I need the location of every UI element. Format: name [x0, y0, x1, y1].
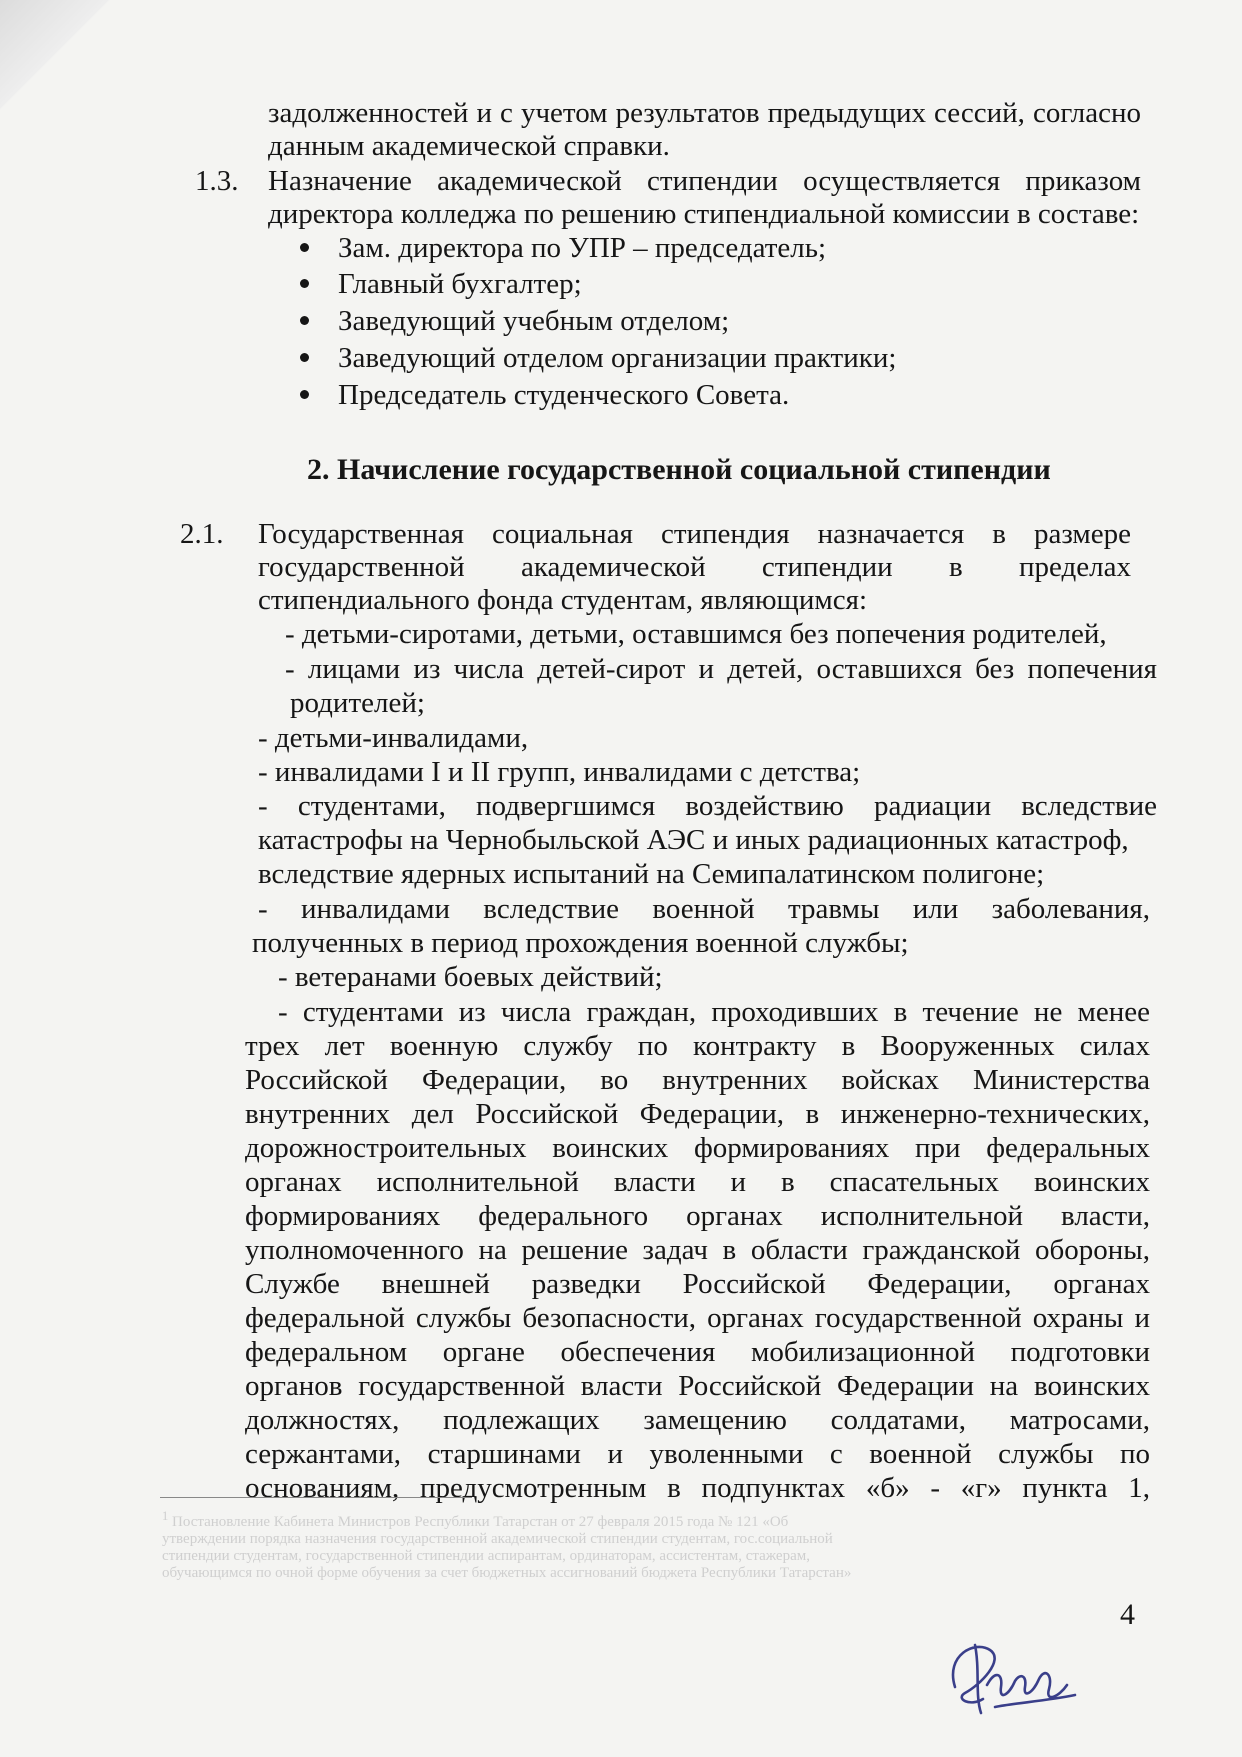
item-2-1-line-1: Государственная социальная стипендия назначается в размере	[258, 518, 1131, 550]
contract-line: формированиях федерального органах исполнительной власти,	[245, 1200, 1150, 1232]
category-line: - детьми-инвалидами,	[258, 722, 529, 754]
category-line: - ветеранами боевых действий;	[278, 961, 663, 993]
page-number: 4	[1120, 1598, 1135, 1631]
bullet-icon	[300, 279, 309, 288]
footnote-separator	[160, 1497, 472, 1498]
item-number-1-3: 1.3.	[195, 165, 239, 197]
commission-member-text: Заведующий отделом организации практики;	[338, 342, 897, 374]
category-line: - студентами, подвергшимся воздействию радиации вследствие	[258, 790, 1157, 822]
commission-member-text: Зам. директора по УПР – председатель;	[338, 232, 827, 264]
item-1-3-line-2: директора колледжа по решению стипендиальной комиссии в составе:	[268, 198, 1140, 230]
category-line: полученных в период прохождения военной службы;	[252, 927, 909, 959]
contract-line: федеральном органе обеспечения мобилизационной подготовки	[245, 1336, 1150, 1368]
item-1-3-line-1: Назначение академической стипендии осуществляется приказом	[268, 165, 1141, 197]
contract-line: дорожностроительных воинских формированиях при федеральных	[245, 1132, 1150, 1164]
item-2-1-line-2: государственной академической стипендии в пределах	[258, 551, 1131, 583]
contract-line: сержантами, старшинами и уволенными с военной службы по	[245, 1438, 1150, 1470]
bullet-icon	[300, 390, 309, 399]
contract-line: должностях, подлежащих замещению солдатами, матросами,	[245, 1404, 1150, 1436]
commission-member-text: Председатель студенческого Совета.	[338, 379, 790, 411]
continuation-line-1: задолженностей и с учетом результатов предыдущих сессий, согласно	[268, 97, 1141, 129]
contract-line: Российской Федерации, во внутренних войсках Министерства	[245, 1064, 1150, 1096]
category-line: - инвалидами I и II групп, инвалидами с детства;	[258, 756, 861, 788]
signature-icon	[935, 1615, 1085, 1725]
footnote-marker: 1	[162, 1509, 169, 1523]
category-line: - детьми-сиротами, детьми, оставшимся без попечения родителей,	[285, 618, 1107, 650]
footnote-line: Постановление Кабинета Министров Республики Татарстан от 27 февраля 2015 года № 121 «Об	[172, 1514, 789, 1530]
footnote	[162, 1508, 1122, 1582]
bullet-icon	[300, 243, 309, 252]
contract-line: органах исполнительной власти и в спасательных воинских	[245, 1166, 1150, 1198]
section-2-heading: 2. Начисление государственной социальной стипендии	[307, 453, 1051, 486]
contract-line: уполномоченного на решение задач в области гражданской обороны,	[245, 1234, 1150, 1266]
contract-line: трех лет военную службу по контракту в Вооруженных силах	[245, 1030, 1150, 1062]
item-2-1-line-3: стипендиального фонда студентам, являющимся:	[258, 584, 868, 616]
folded-corner	[0, 0, 120, 120]
commission-member-text: Главный бухгалтер;	[338, 268, 582, 300]
category-line: родителей;	[290, 687, 425, 719]
contract-line: основаниям, предусмотренным в подпунктах «б» - «г» пункта 1,	[245, 1472, 1150, 1504]
category-line: - студентами из числа граждан, проходивших в течение не менее	[278, 996, 1150, 1028]
contract-line: федеральной службы безопасности, органах государственной охраны и	[245, 1302, 1150, 1334]
item-number-2-1: 2.1.	[180, 518, 224, 550]
footnote-line: обучающимся по очной форме обучения за счет бюджетных ассигнований бюджета Республики Татарстан»	[162, 1565, 852, 1581]
category-line: вследствие ядерных испытаний на Семипалатинском полигоне;	[258, 858, 1045, 890]
category-line: - инвалидами вследствие военной травмы или заболевания,	[258, 893, 1150, 925]
bullet-icon	[300, 353, 309, 362]
contract-line: внутренних дел Российской Федерации, в инженерно-технических,	[245, 1098, 1150, 1130]
category-line: - лицами из числа детей-сирот и детей, оставшихся без попечения	[285, 653, 1157, 685]
commission-member-text: Заведующий учебным отделом;	[338, 305, 730, 337]
bullet-icon	[300, 316, 309, 325]
contract-line: Службе внешней разведки Российской Федерации, органах	[245, 1268, 1150, 1300]
contract-line: органов государственной власти Российской Федерации на воинских	[245, 1370, 1150, 1402]
footnote-line: утверждении порядка назначения государственной академической стипендии студентам, гос.социальной	[162, 1531, 833, 1547]
continuation-line-2: данным академической справки.	[268, 130, 670, 162]
footnote-line: стипендии студентам, государственной стипендии аспирантам, ординаторам, ассистентам, стажерам,	[162, 1548, 810, 1564]
category-line: катастрофы на Чернобыльской АЭС и иных радиационных катастроф,	[258, 824, 1129, 856]
